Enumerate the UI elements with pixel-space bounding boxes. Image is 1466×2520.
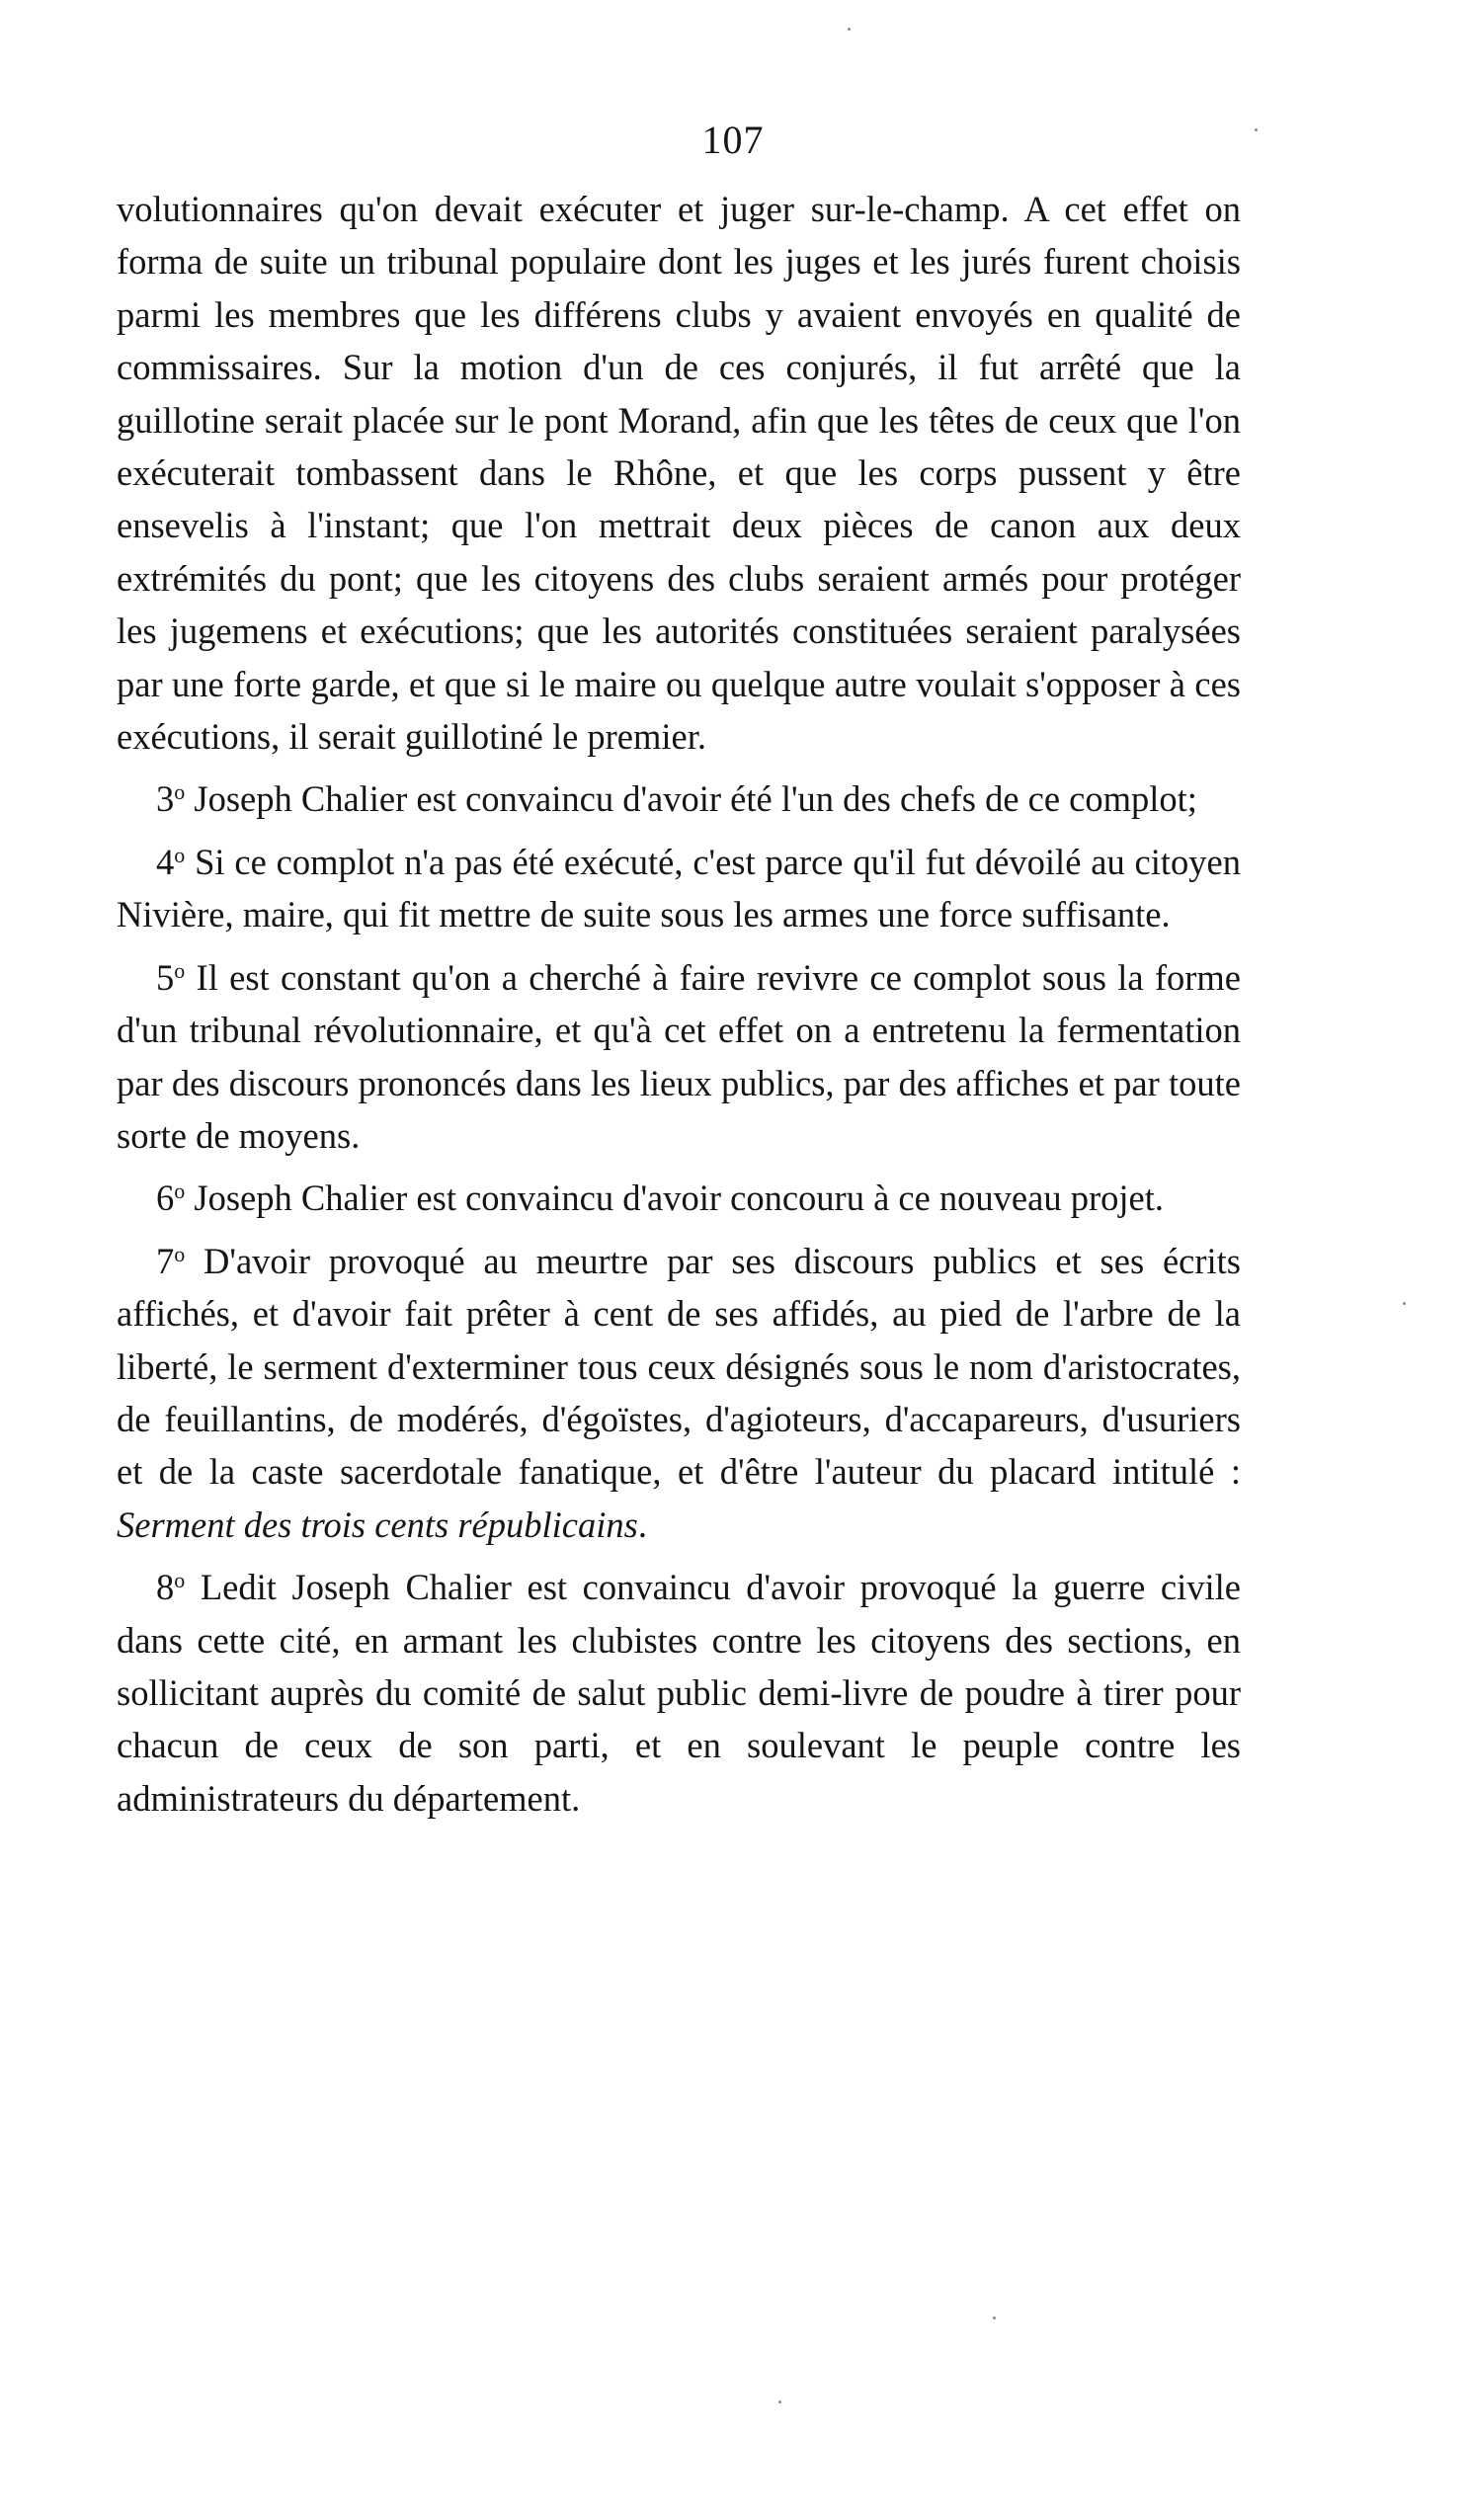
ordinal-mark: o — [174, 779, 186, 805]
paper-speck — [1403, 1302, 1406, 1305]
item-number: 5 — [156, 956, 175, 998]
ordinal-mark: o — [174, 1179, 186, 1204]
paper-speck — [778, 2400, 781, 2403]
paragraph-item-3 — [117, 772, 1241, 825]
paragraph-tail: . — [637, 1504, 647, 1545]
ordinal-mark: o — [174, 842, 186, 867]
paragraph-text: Joseph Chalier est convaincu d'avoir été l'un des chefs de ce complot; — [185, 778, 1197, 820]
paper-speck — [993, 2317, 996, 2319]
paragraph-text: Joseph Chalier est convaincu d'avoir concouru à ce nouveau projet. — [185, 1178, 1164, 1219]
paragraph-item-6 — [117, 1172, 1241, 1224]
paragraph-text: Il est constant qu'on a cherché à faire revivre ce complot sous la forme d'un tribunal révolutionnaire, et qu'à cet effet on a entretenu la fermentation par des discours prononcés dans les lieux publics, par des affiches et par toute sorte de moyens. — [117, 956, 1241, 1156]
ordinal-mark: o — [174, 1568, 186, 1593]
ordinal-mark: o — [174, 957, 186, 983]
paper-speck — [1255, 128, 1258, 131]
item-number: 4 — [156, 841, 175, 882]
item-number: 3 — [156, 778, 175, 820]
paragraph-text: volutionnaires qu'on devait exécuter et juger sur-le-champ. A cet effet on forma de suite un tribunal populaire dont les juges et les jurés furent choisis parmi les membres que les différens clubs y avaient envoyés en qualité de commissaires. Sur la motion d'un de ces conjurés, il fut arrêté que la guillotine serait placée sur le pont Morand, afin que les têtes de ceux que l'on exécuterait tombassent dans le Rhône, et que les corps pussent y être ensevelis à l'instant; que l'on mettrait deux pièces de canon aux deux extrémités du pont; que les citoyens des clubs seraient armés pour protéger les jugemens et exécutions; que les autorités constituées seraient paralysées par une forte garde, et que si le maire ou quelque autre voulait s'opposer à ces exécutions, il serait guillotiné le premier. — [117, 189, 1241, 758]
paragraph-item-4 — [117, 836, 1241, 941]
paragraph-item-5 — [117, 951, 1241, 1163]
paper-speck — [848, 28, 851, 31]
paragraph-text: Ledit Joseph Chalier est convaincu d'avoir provoqué la guerre civile dans cette cité, en armant les clubistes contre les citoyens des sections, en sollicitant auprès du comité de salut public demi-livre de poudre à tirer pour chacun de ceux de son parti, et en soulevant le peuple contre les administrateurs du département. — [117, 1567, 1241, 1819]
paragraph-text: Si ce complot n'a pas été exécuté, c'est parce qu'il fut dévoilé au citoyen Nivière, maire, qui fit mettre de suite sous les armes une force suffisante. — [117, 841, 1241, 935]
paragraph-item-7 — [117, 1235, 1241, 1551]
paragraph-continuation — [117, 183, 1241, 763]
ordinal-mark: o — [174, 1241, 186, 1266]
placard-title: Serment des trois cents républicains — [117, 1504, 638, 1545]
item-number: 6 — [156, 1178, 175, 1219]
item-number: 8 — [156, 1567, 175, 1608]
item-number: 7 — [156, 1240, 175, 1281]
page-number: 107 — [701, 118, 765, 162]
paragraph-item-8 — [117, 1561, 1241, 1825]
body-text — [117, 183, 1241, 1825]
paragraph-text: D'avoir provoqué au meurtre par ses discours publics et ses écrits affichés, et d'avoir fait prêter à cent de ses affidés, au pied de l'arbre de la liberté, le serment d'exterminer tous ceux désignés sous le nom d'aristocrates, de feuillantins, de modérés, d'égoïstes, d'agioteurs, d'accapareurs, d'usuriers et de la caste sacerdotale fanatique, et d'être l'auteur du placard intitulé : — [117, 1240, 1241, 1493]
